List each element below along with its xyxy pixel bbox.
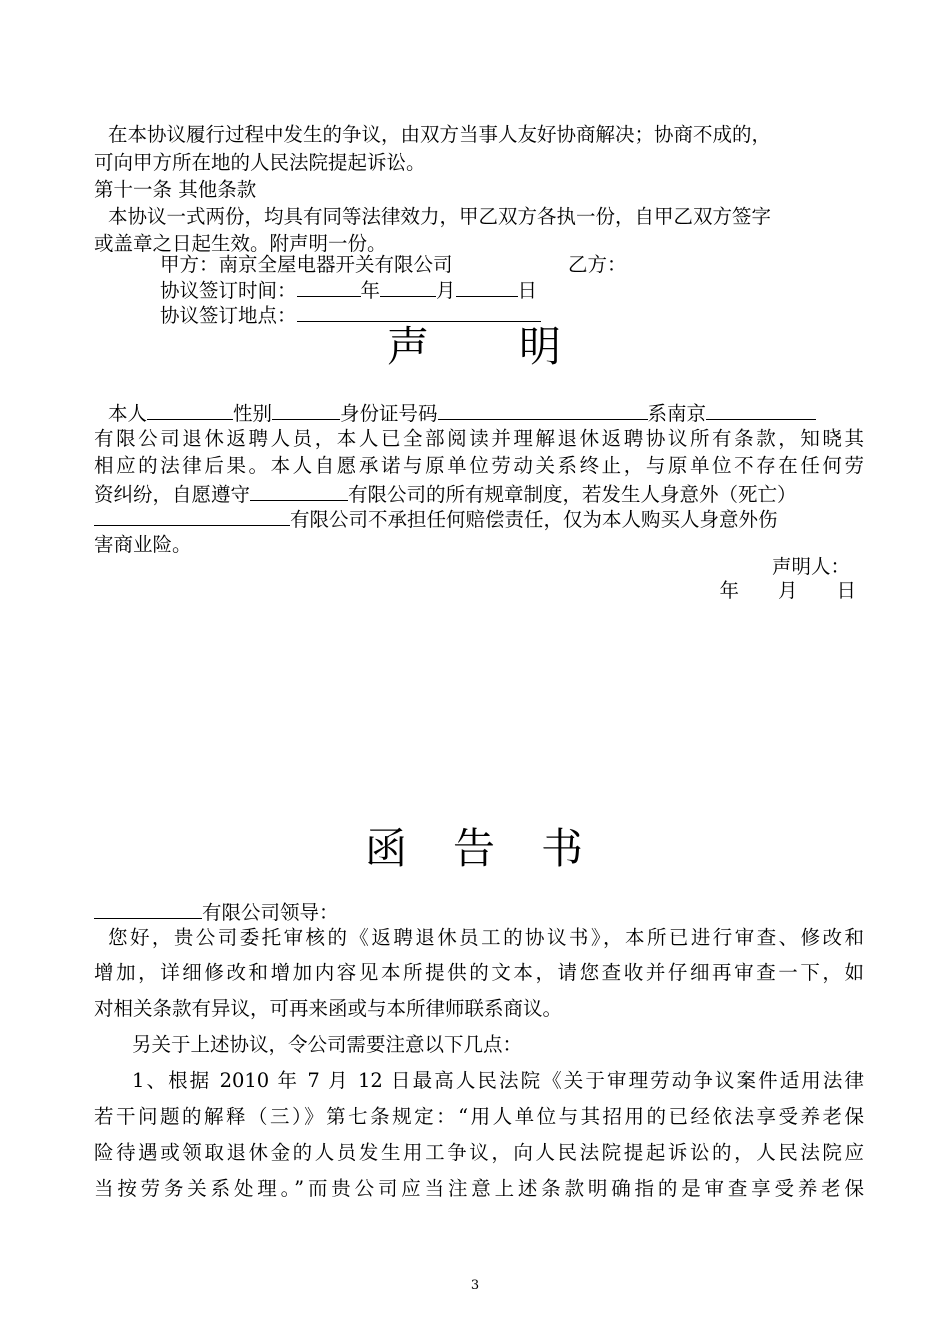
agreement-line-4: 或盖章之日起生效。附声明一份。 [94, 232, 387, 255]
month-label: 月 [436, 279, 456, 302]
id-label: 身份证号码 [340, 402, 438, 425]
letter-p2: 另关于上述协议，令公司需要注意以下几点： [132, 1033, 523, 1056]
declaration-line-4-start: 资纠纷，自愿遵守 [94, 483, 251, 506]
declaration-line-3: 相应的法律后果。本人自愿承诺与原单位劳动关系终止，与原单位不存在任何劳 [94, 454, 864, 477]
declaration-date: 年 月 日 [719, 579, 856, 602]
company-blank-2 [250, 480, 348, 501]
declaration-line-5 [94, 505, 864, 533]
party-b: 乙方： [568, 253, 627, 276]
declaration-line-1 [108, 399, 864, 427]
agreement-line-3: 本协议一式两份，均具有同等法律效力，甲乙双方各执一份，自甲乙双方签字 [108, 205, 772, 228]
letter-p1-line-2: 增加，详细修改和增加内容见本所提供的文本，请您查收并仔细再审查一下，如 [94, 961, 864, 984]
article-11-heading: 第十一条 其他条款 [94, 178, 257, 201]
day-label: 日 [517, 279, 538, 302]
agreement-line-2: 可向甲方所在地的人民法院提起诉讼。 [94, 151, 426, 174]
salutation-text: 有限公司领导： [202, 901, 339, 924]
party-a: 甲方：南京全屋电器开关有限公司 [160, 253, 453, 276]
declaration-line-4-end: 有限公司的所有规章制度，若发生人身意外（死亡） [348, 483, 797, 506]
id-number-blank [438, 399, 648, 420]
letter-p3-line-1: 1、根据 2010 年 7 月 12 日最高人民法院《关于审理劳动争议案件适用法律 [132, 1069, 864, 1092]
letter-p3-line-3: 险待遇或领取退休金的人员发生用工争议，向人民法院提起诉讼的，人民法院应 [94, 1141, 864, 1164]
gender-blank [272, 399, 340, 420]
letter-p3-line-2: 若干问题的解释（三）》第七条规定：“用人单位与其招用的已经依法享受养老保 [94, 1105, 864, 1128]
declaration-line-2: 有限公司退休返聘人员，本人已全部阅读并理解退休返聘协议所有条款，知晓其 [94, 427, 864, 450]
company-prefix: 系南京 [647, 402, 707, 425]
agreement-line-1: 在本协议履行过程中发生的争议，由双方当事人友好协商解决；协商不成的， [108, 123, 772, 146]
declarant-label: 声明人： [771, 555, 850, 578]
name-blank [147, 399, 233, 420]
declaration-title: 声 明 [386, 322, 563, 371]
year-label: 年 [360, 279, 381, 302]
letter-p1-line-3: 对相关条款有异议，可再来函或与本所律师联系商议。 [94, 997, 563, 1020]
declaration-line-6: 害商业险。 [94, 533, 192, 556]
declaration-line-5-text: 有限公司不承担任何赔偿责任，仅为本人购买人身意外伤 [290, 508, 778, 531]
company-name-blank [706, 399, 816, 420]
month-blank [380, 276, 436, 297]
declaration-line-4 [94, 480, 864, 508]
sign-time-label: 协议签订时间： [160, 279, 297, 302]
company-blank-4 [94, 898, 202, 919]
company-blank-3 [94, 505, 290, 526]
sign-place-blank [297, 301, 541, 322]
letter-salutation [94, 898, 864, 926]
letter-p1-line-1: 您好，贵公司委托审核的《返聘退休员工的协议书》，本所已进行审查、修改和 [108, 926, 864, 949]
self-label: 本人 [108, 402, 148, 425]
letter-p3-line-4: 当按劳务关系处理。”而贵公司应当注意上述条款明确指的是审查享受养老保 [94, 1177, 864, 1200]
sign-place-label: 协议签订地点： [160, 304, 297, 327]
year-blank [297, 276, 361, 297]
gender-label: 性别 [233, 402, 273, 425]
letter-title: 函 告 书 [364, 824, 585, 873]
page-number: 3 [470, 1278, 480, 1293]
sign-time-row [160, 276, 660, 304]
day-blank [456, 276, 518, 297]
